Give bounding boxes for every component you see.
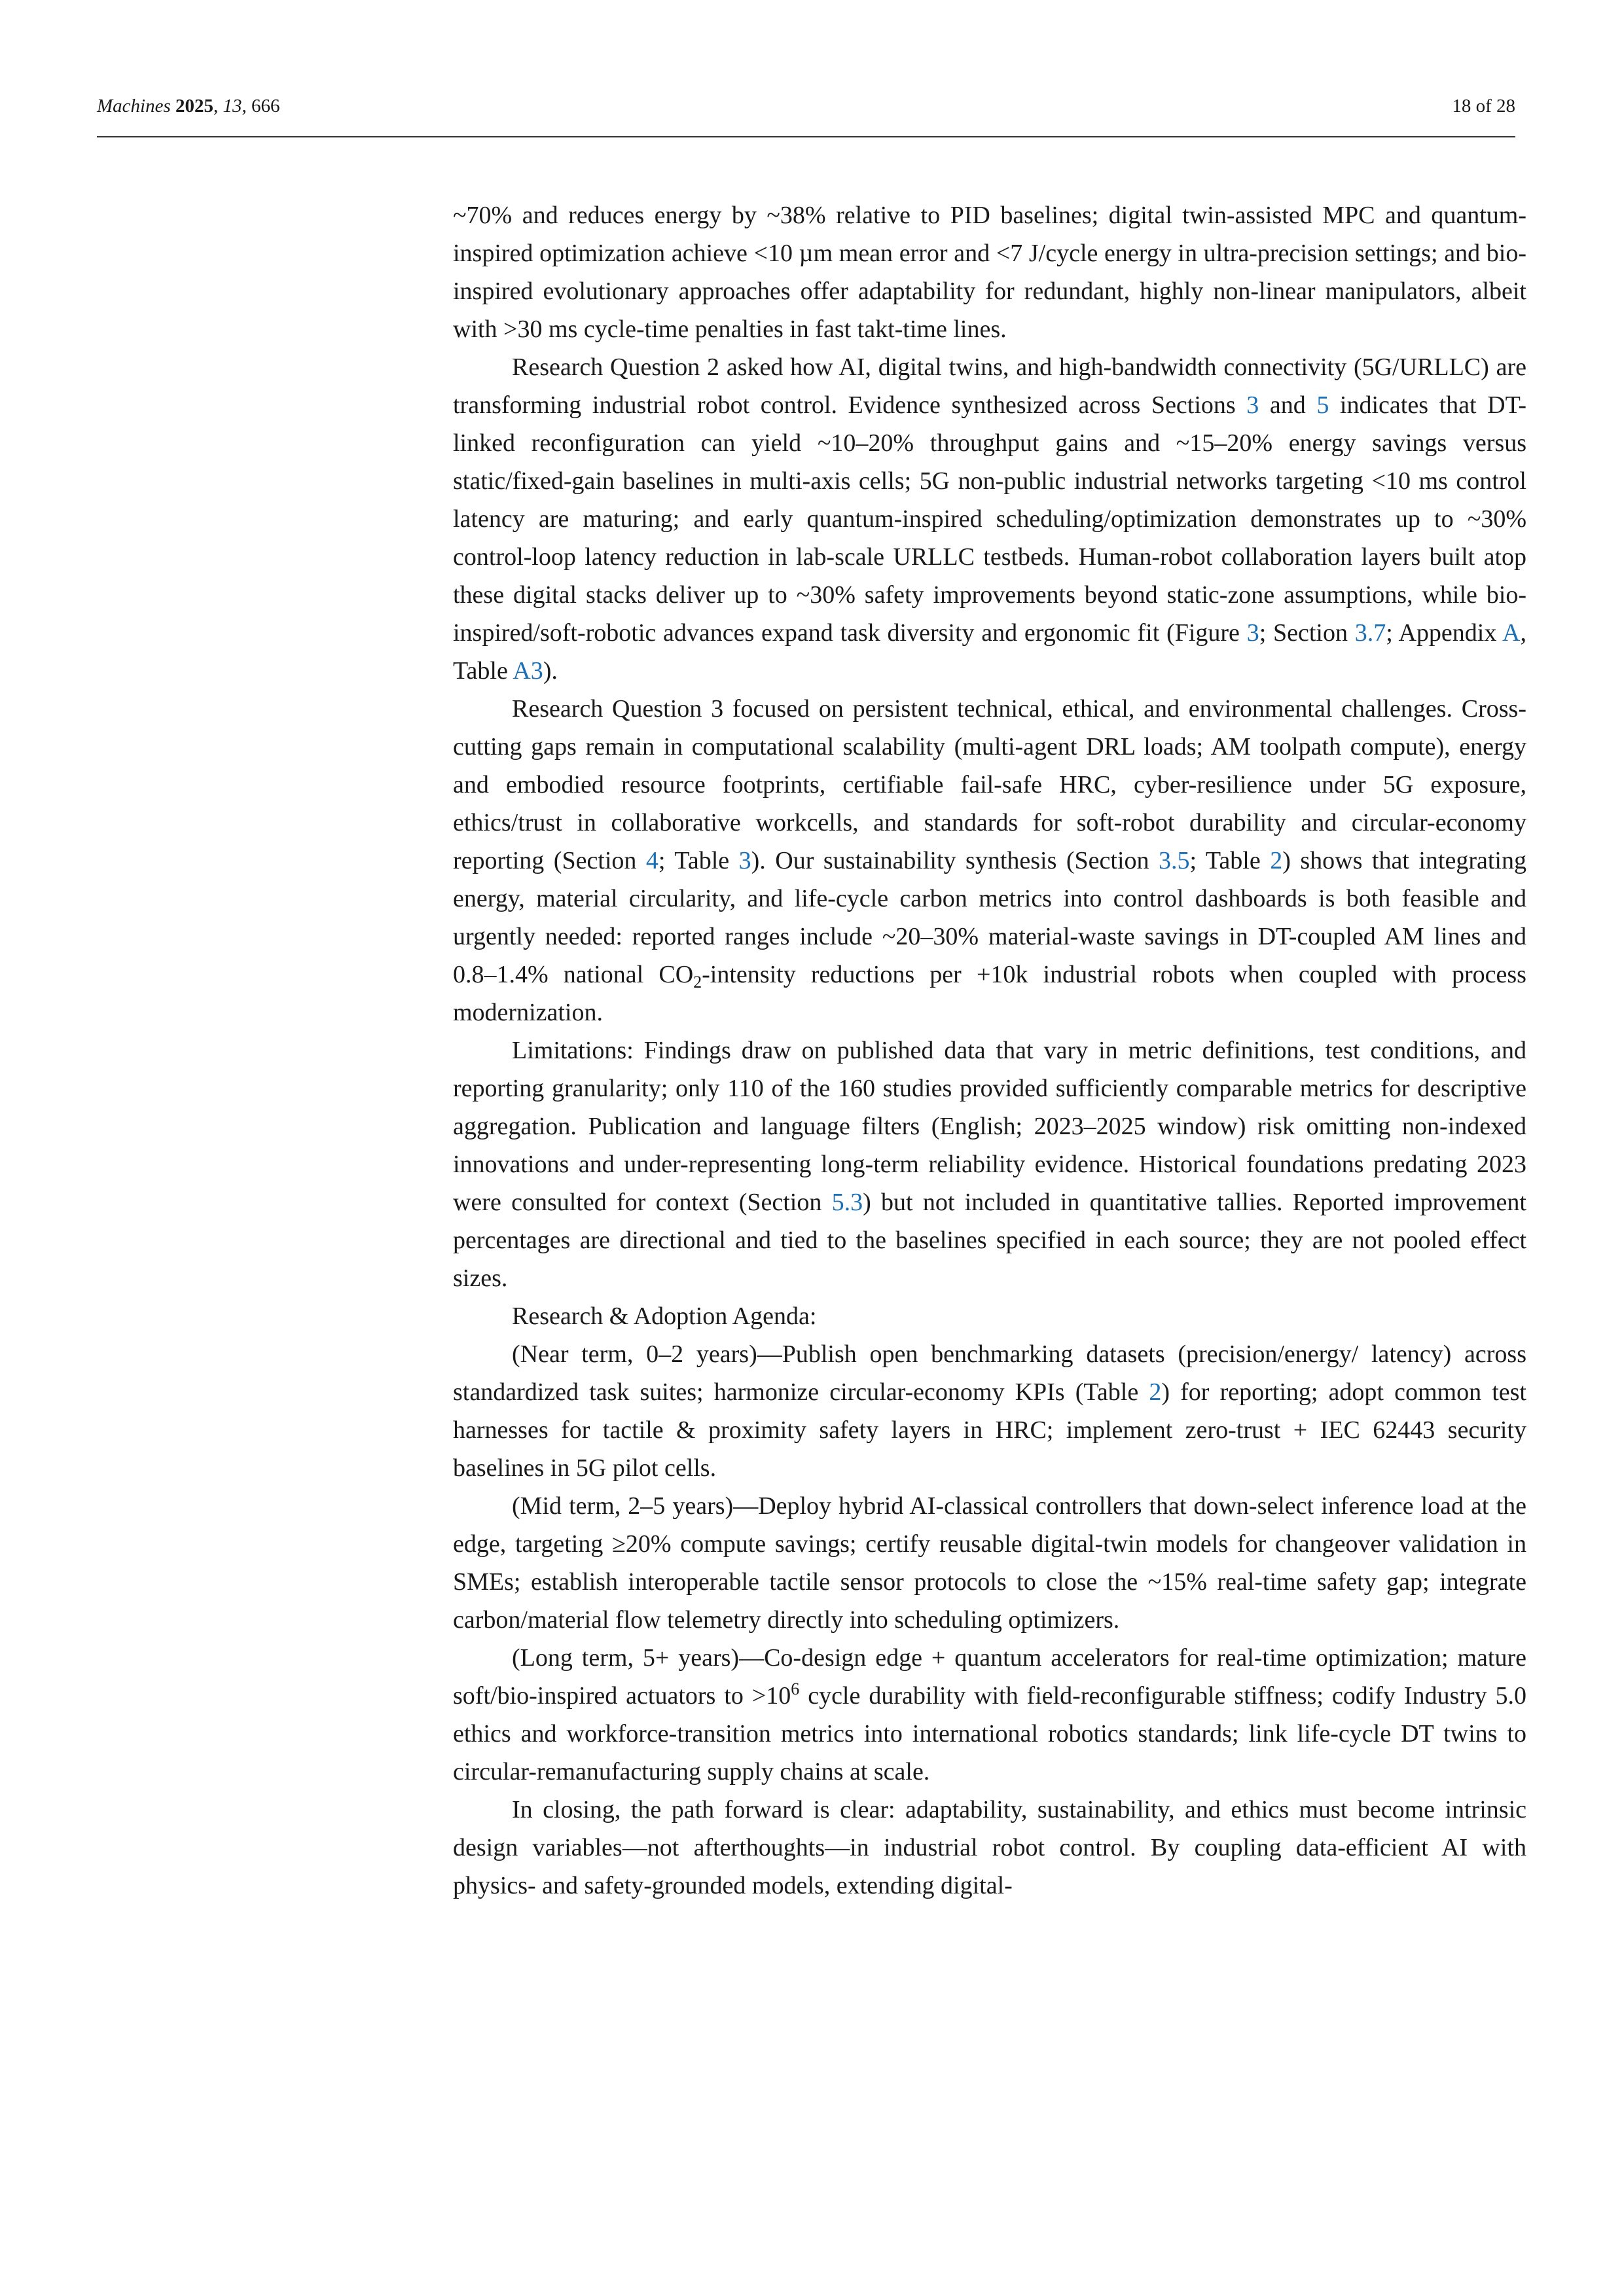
- paragraph-rq3: Research Question 3 focused on persistent technical, ethical, and environmental challenges. Cross-cutting gaps remain in computational scalability (multi-agent DRL loads; AM toolpath compute), energy and embodied resource footprints, certifiable fail-safe HRC, cyber-resilience under 5G exposure, ethics/trust in collaborative workcells, and standards for soft-robot durability and circular-economy reporting (Section 4; Table 3). Our sustainability synthesis (Section 3.5; Table 2) shows that integrating energy, material circularity, and life-cycle carbon metrics into control dashboards is both feasible and urgently needed: reported ranges include ~20–30% material-waste savings in DT-coupled AM lines and 0.8–1.4% national $CO_2$-intensity reductions per +10k industrial robots when coupled with process modernization.: [453, 695, 1526, 1026]
- appendix-link-a[interactable]: A: [1502, 619, 1521, 647]
- paragraph-near-term: (Near term, 0–2 years)—Publish open benchmarking datasets (precision/energy/ latency) across standardized task suites; harmonize circular-economy KPIs (Table 2) for reporting; adopt common test harnesses for tactile & proximity safety layers in HRC; implement zero-trust + IEC 62443 security baselines in 5G pilot cells.: [453, 1340, 1526, 1482]
- paragraph-rq2: Research Question 2 asked how AI, digital twins, and high-bandwidth connectivity (5G/URLLC) are transforming industrial robot control. Evidence synthesized across Sections 3 and 5 indicates that DT-linked reconfiguration can yield ~10–20% throughput gains and ~15–20% energy savings versus static/fixed-gain baselines in multi-axis cells; 5G non-public industrial networks targeting <10 ms control latency are maturing; and early quantum-inspired scheduling/optimization demonstrates up to ~30% control-loop latency reduction in lab-scale URLLC testbeds. Human-robot collaboration layers built atop these digital stacks deliver up to ~30% safety improvements beyond static-zone assumptions, while bio-inspired/soft-robotic advances expand task diversity and ergonomic fit (Figure 3; Section 3.7; Appendix A, Table A3).: [453, 353, 1526, 685]
- journal-year: 2025: [175, 96, 213, 117]
- table-link-a3[interactable]: A3: [513, 657, 543, 685]
- section-link-3-5[interactable]: 3.5: [1159, 847, 1190, 874]
- exponent-superscript: 6: [791, 1679, 800, 1698]
- paragraph-long-term: (Long term, 5+ years)—Co-design edge + quantum accelerators for real-time optimization; mature soft/bio-inspired actuators to $>10^6$ cycle durability with field-reconfigurable stiffness; codify Industry 5.0 ethics and workforce-transition metrics into international robotics standards; link life-cycle DT twins to circular-remanufacturing supply chains at scale.: [453, 1644, 1526, 1785]
- section-link-3[interactable]: 3: [1246, 391, 1259, 419]
- section-link-5[interactable]: 5: [1316, 391, 1329, 419]
- section-link-3-7[interactable]: 3.7: [1354, 619, 1386, 647]
- table-link-3[interactable]: 3: [738, 847, 751, 874]
- paragraph-mid-term: (Mid term, 2–5 years)—Deploy hybrid AI-classical controllers that down-select inference load at the edge, targeting ≥20% compute savings; certify reusable digital-twin models for changeover validation in SMEs; establish interoperable tactile sensor protocols to close the ~15% real-time safety gap; integrate carbon/material flow telemetry directly into scheduling optimizers.: [453, 1492, 1526, 1634]
- paragraph-limitations: Limitations: Findings draw on published data that vary in metric definitions, test conditions, and reporting granularity; only 110 of the 160 studies provided sufficiently comparable metrics for descriptive aggregation. Publication and language filters (English; 2023–2025 window) risk omitting non-indexed innovations and under-representing long-term reliability evidence. Historical foundations predating 2023 were consulted for context (Section 5.3) but not included in quantitative tallies. Reported improvement percentages are directional and tied to the baselines specified in each source; they are not pooled effect sizes.: [453, 1037, 1526, 1292]
- co2-subscript: 2: [693, 973, 702, 992]
- section-link-5-3[interactable]: 5.3: [831, 1189, 863, 1216]
- article-body: [453, 196, 1526, 1905]
- journal-citation: Machines 2025, 13, 666: [97, 96, 280, 117]
- article-number: 666: [251, 96, 280, 117]
- paragraph-rq1-continued: ~70% and reduces energy by ~38% relative to PID baselines; digital twin-assisted MPC and quantum-inspired optimization achieve <10 µm mean error and <7 J/cycle energy in ultra-precision settings; and bio-inspired evolutionary approaches offer adaptability for redundant, highly non-linear manipulators, albeit with >30 ms cycle-time penalties in fast takt-time lines.: [453, 202, 1526, 343]
- section-link-4[interactable]: 4: [645, 847, 659, 874]
- figure-link-3[interactable]: 3: [1246, 619, 1259, 647]
- table-link-2b[interactable]: 2: [1149, 1378, 1162, 1406]
- table-link-2[interactable]: 2: [1270, 847, 1283, 874]
- paragraph-closing: In closing, the path forward is clear: adaptability, sustainability, and ethics must become intrinsic design variables—not afterthoughts—in industrial robot control. By coupling data-efficient AI with physics- and safety-grounded models, extending digital-: [453, 1796, 1526, 1899]
- paragraph-agenda-heading: Research & Adoption Agenda:: [512, 1302, 817, 1330]
- page-number: 18 of 28: [1452, 96, 1515, 117]
- journal-name: Machines: [97, 96, 171, 117]
- journal-volume: 13: [223, 96, 242, 117]
- page-header: [97, 90, 1515, 137]
